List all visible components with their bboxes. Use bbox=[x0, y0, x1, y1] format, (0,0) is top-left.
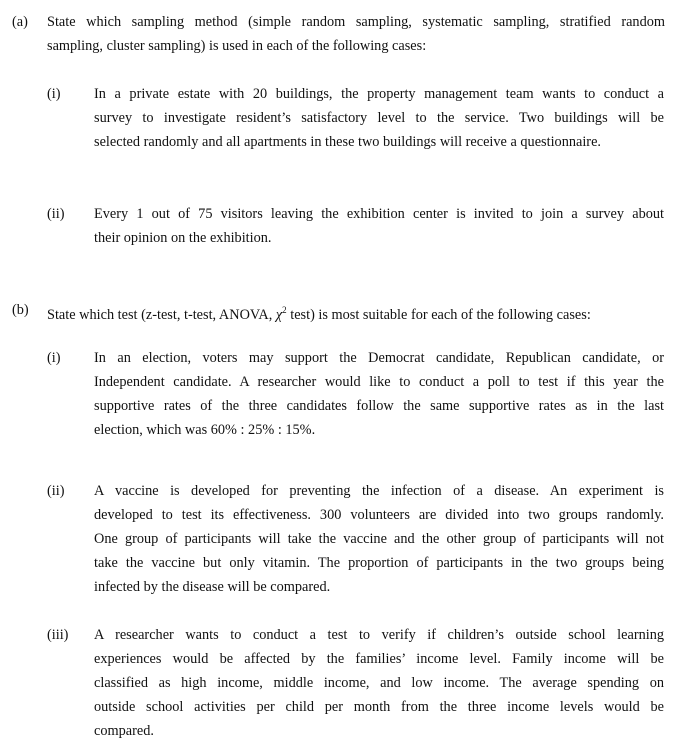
part-b-item-ii-text bbox=[94, 479, 664, 599]
text-line: In a private estate with 20 buildings, the property management team wants to conduct a bbox=[94, 86, 664, 102]
text-line: election, which was 60% : 25% : 15%. bbox=[94, 422, 316, 438]
part-a-item-ii-label: (ii) bbox=[47, 206, 65, 222]
part-b-item-i-label: (i) bbox=[47, 350, 61, 366]
text-line: A researcher wants to conduct a test to verify if children’s outside school learning bbox=[94, 627, 664, 643]
part-b-item-iii-label: (iii) bbox=[47, 627, 69, 643]
text-line: infected by the disease will be compared. bbox=[94, 579, 331, 595]
text-line: outside school activities per child per month from the three income levels would be bbox=[94, 699, 664, 715]
text-line: selected randomly and all apartments in these two buildings will receive a questionnaire. bbox=[94, 134, 601, 150]
text-line: take the vaccine but only vitamin. The proportion of participants in the two groups being bbox=[94, 555, 664, 571]
part-a-item-ii-text bbox=[94, 202, 664, 250]
text-line: supportive rates of the three candidates follow the same supportive rates as in the last bbox=[94, 398, 664, 414]
part-b-item-i-text bbox=[94, 346, 664, 442]
part-b-label: (b) bbox=[12, 302, 29, 318]
text-line: classified as high income, middle income, and low income. The average spending on bbox=[94, 675, 664, 691]
part-b-item-ii-label: (ii) bbox=[47, 483, 65, 499]
chi-square-symbol bbox=[276, 307, 287, 323]
text-line: Every 1 out of 75 visitors leaving the exhibition center is invited to join a survey about bbox=[94, 206, 664, 222]
text-line: their opinion on the exhibition. bbox=[94, 230, 272, 246]
text-line: experiences would be affected by the families’ income level. Family income will be bbox=[94, 651, 664, 667]
text-line: One group of participants will take the vaccine and the other group of participants will not bbox=[94, 531, 664, 547]
text-line: In an election, voters may support the Democrat candidate, Republican candidate, or bbox=[94, 350, 664, 366]
part-b-stem bbox=[47, 298, 665, 327]
part-a-item-i-label: (i) bbox=[47, 86, 61, 102]
text-line: developed to test its effectiveness. 300 volunteers are divided into two groups randomly. bbox=[94, 507, 664, 523]
chi-letter: χ bbox=[275, 306, 283, 323]
text-line: compared. bbox=[94, 723, 154, 739]
part-b-stem-after: test) is most suitable for each of the following cases: bbox=[286, 306, 591, 323]
part-a-label: (a) bbox=[12, 14, 28, 30]
part-b-stem-before: State which test (z-test, t-test, ANOVA, bbox=[47, 306, 276, 323]
part-b-item-iii-text bbox=[94, 623, 664, 743]
text-line: Independent candidate. A researcher would like to conduct a poll to test if this year the bbox=[94, 374, 664, 390]
text-line: survey to investigate resident’s satisfactory level to the service. Two buildings will be bbox=[94, 110, 664, 126]
part-a-stem bbox=[47, 10, 665, 58]
chi-superscript: 2 bbox=[282, 305, 287, 315]
part-a-stem-line: sampling, cluster sampling) is used in each of the following cases: bbox=[47, 38, 427, 54]
part-a-stem-line: State which sampling method (simple random sampling, systematic sampling, stratified random bbox=[47, 14, 665, 30]
text-line: A vaccine is developed for preventing the infection of a disease. An experiment is bbox=[94, 483, 664, 499]
part-a-item-i-text bbox=[94, 82, 664, 154]
